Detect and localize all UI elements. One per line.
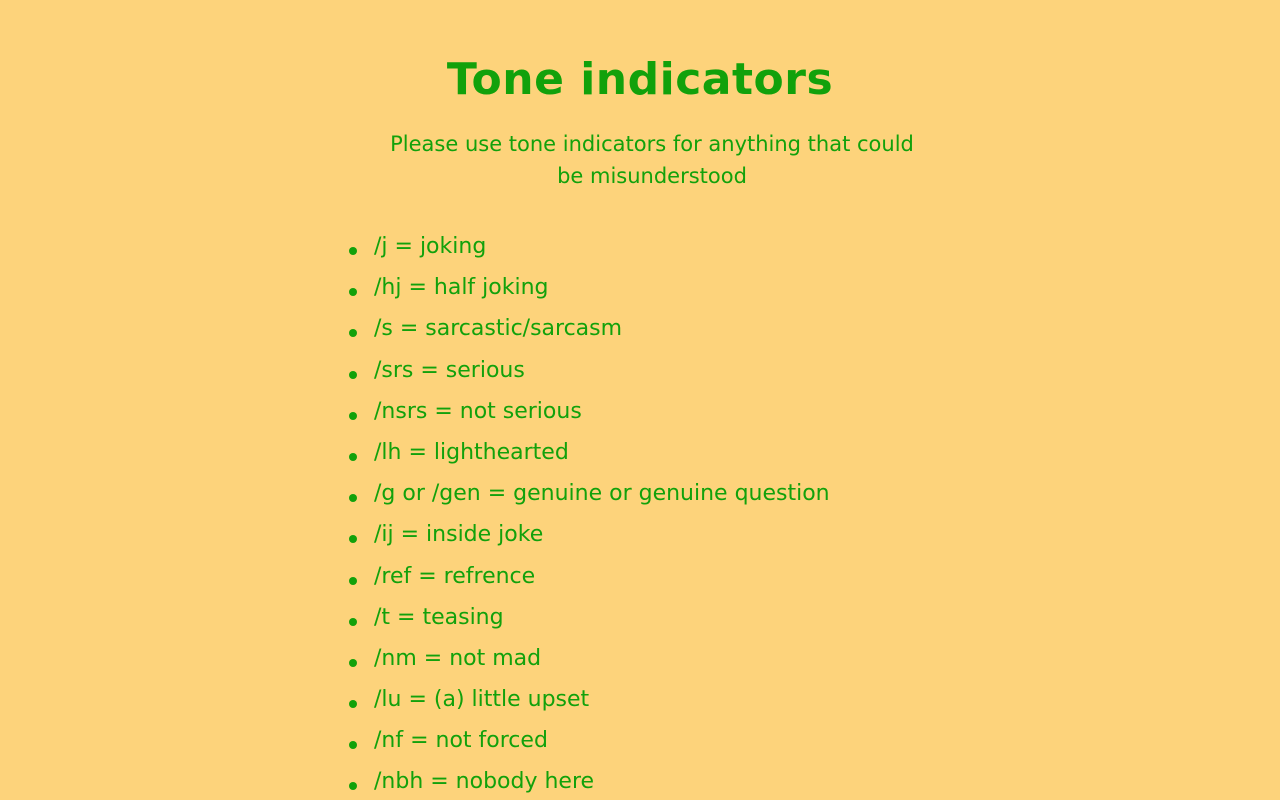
bullet-icon: [349, 700, 357, 708]
page-title: Tone indicators: [446, 54, 834, 105]
list-item: [330, 352, 1030, 393]
list-item-text: /lh = lighthearted: [374, 439, 569, 465]
list-item: [330, 599, 1030, 640]
bullet-icon: [349, 453, 357, 461]
list-item-text: /g or /gen = genuine or genuine question: [374, 481, 830, 507]
list-item: [330, 475, 1030, 516]
bullet-icon: [349, 782, 357, 790]
tone-indicator-list: [330, 228, 1030, 800]
list-item: [330, 640, 1030, 681]
list-item-text: /nm = not mad: [374, 645, 542, 671]
list-item-text: /ij = inside joke: [374, 522, 544, 548]
list-item: [330, 434, 1030, 475]
list-item-text: /nsrs = not serious: [374, 398, 582, 424]
list-item-text: /j = joking: [374, 234, 487, 259]
list-item: [330, 722, 1030, 763]
bullet-icon: [349, 371, 357, 379]
list-item: [330, 393, 1030, 434]
list-item-text: /srs = serious: [374, 357, 525, 383]
bullet-icon: [349, 535, 357, 543]
page-subtitle: Please use tone indicators for anything that could be misunderstood: [390, 132, 914, 188]
list-item-text: /ref = refrence: [374, 563, 536, 589]
list-item-text: /lu = (a) little upset: [374, 687, 590, 713]
bullet-icon: [349, 494, 357, 502]
list-item: [330, 558, 1030, 599]
bullet-icon: [349, 288, 357, 296]
bullet-icon: [349, 618, 357, 626]
bullet-icon: [349, 329, 357, 337]
list-item: [330, 269, 1030, 310]
bullet-icon: [349, 741, 357, 749]
bullet-icon: [349, 659, 357, 667]
list-item: [330, 310, 1030, 351]
list-item-text: /hj = half joking: [374, 275, 549, 301]
list-item: [330, 516, 1030, 557]
list-item: [330, 681, 1030, 722]
list-item-text: /nbh = nobody here: [374, 769, 595, 795]
bullet-icon: [349, 247, 357, 255]
list-item-text: /nf = not forced: [374, 728, 548, 754]
bullet-icon: [349, 577, 357, 585]
list-item-text: /s = sarcastic/sarcasm: [374, 316, 623, 342]
bullet-icon: [349, 412, 357, 420]
list-item: [330, 228, 1030, 269]
list-item: [330, 763, 1030, 800]
list-item-text: /t = teasing: [374, 604, 504, 630]
